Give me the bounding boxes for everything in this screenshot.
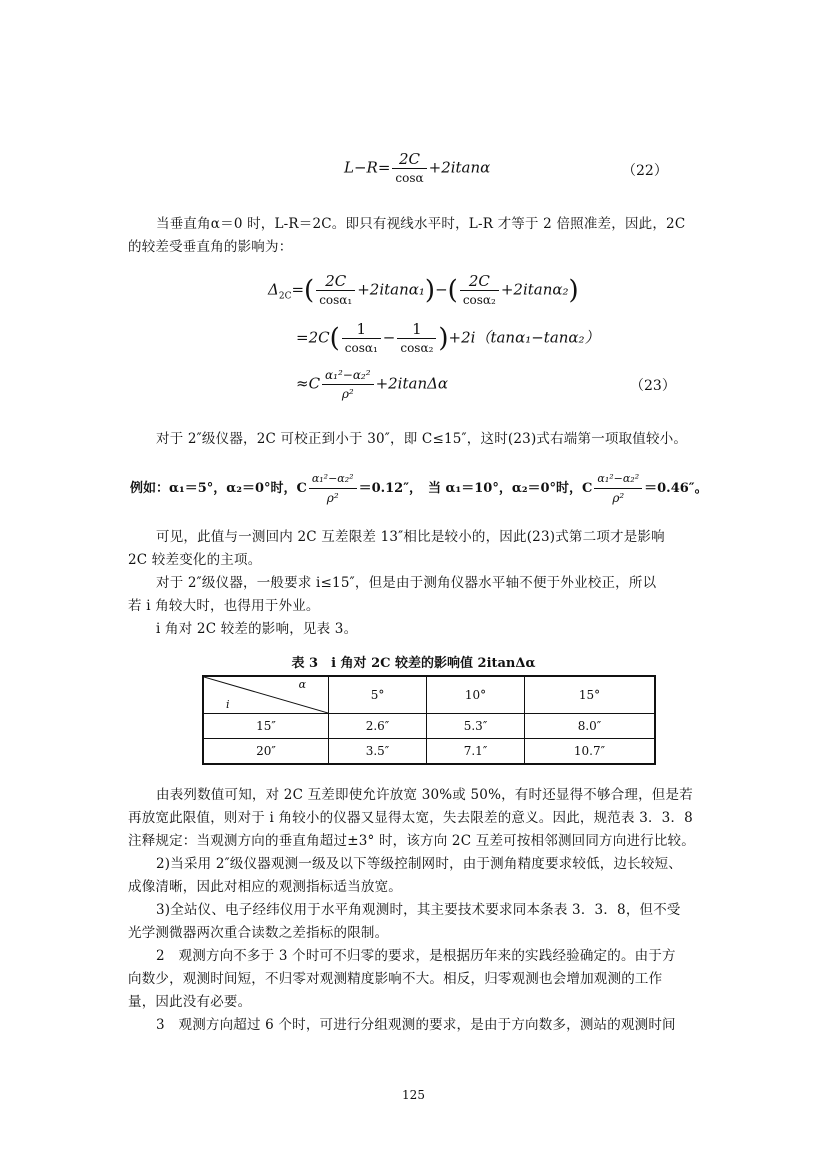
col-header: 10° xyxy=(427,676,525,714)
eq23-l1-den1: cosα₁ xyxy=(319,293,353,307)
body-line: 由表列数值可知，对 2C 互差即使允许放宽 30%或 50%，有时还显得不够合理，但是若 xyxy=(156,787,693,803)
eq23-l1-minus: − xyxy=(435,280,448,299)
eq23-l1-term1: +2itanα₁ xyxy=(357,280,425,299)
example-left-num: α₁²−α₂² xyxy=(309,470,357,489)
table-row xyxy=(203,739,655,765)
eq23-l2-pre: =2C xyxy=(296,328,330,347)
eq23-line1 xyxy=(268,272,579,309)
table-cell: 2.6″ xyxy=(329,714,427,739)
eq23-l3-post: +2itanΔα xyxy=(375,374,449,393)
corner-label-alpha: α xyxy=(298,678,306,691)
table-corner-cell xyxy=(203,676,329,714)
paren-open-3: ( xyxy=(329,323,340,354)
table-cell: 5.3″ xyxy=(427,714,525,739)
body-line: 光学测微器两次重合读数之差指标的限制。 xyxy=(128,925,389,941)
equation-22 xyxy=(344,150,490,187)
table-cell: 10.7″ xyxy=(525,739,655,765)
corner-label-i: i xyxy=(226,698,230,711)
row-header: 20″ xyxy=(203,739,329,765)
eq23-l3-den: ρ² xyxy=(341,387,354,401)
paragraph-1 xyxy=(128,213,700,259)
diagonal-line xyxy=(204,677,328,713)
corner-diagonal xyxy=(204,677,328,713)
eq22-num: 2C xyxy=(392,150,426,169)
col-header: 15° xyxy=(525,676,655,714)
row-header: 15″ xyxy=(203,714,329,739)
eq22-rhs: +2itanα xyxy=(428,158,491,177)
para3-line1: 可见，此值与一测回内 2C 互差限差 13″相比是较小的，因此(23)式第二项才是影响 xyxy=(156,529,665,545)
example-right-frac xyxy=(594,470,642,507)
para3-line2: 2C 较差变化的主项。 xyxy=(128,552,262,568)
eq23-l2-frac2 xyxy=(397,320,436,357)
eq22-lhs: L−R= xyxy=(344,158,391,177)
paragraph-2 xyxy=(128,428,718,451)
example-right-val: ＝0.46″。 xyxy=(644,481,708,496)
eq23-l2-post: +2i（tanα₁−tanα₂） xyxy=(448,328,600,347)
paren-close: ) xyxy=(424,275,436,306)
paren-open-2: ( xyxy=(447,275,458,306)
body-line: 2 观测方向不多于 3 个时可不归零的要求，是根据历年来的实践经验确定的。由于方 xyxy=(156,948,676,964)
body-line: 量，因此没有必要。 xyxy=(128,994,252,1010)
paren-close-3: ) xyxy=(438,323,449,354)
eq23-delta-sub: 2C xyxy=(278,291,292,302)
eq23-l2-den1: cosα₁ xyxy=(344,341,378,355)
col-header: 5° xyxy=(329,676,427,714)
table-cell: 8.0″ xyxy=(525,714,655,739)
paragraph-4 xyxy=(128,572,700,618)
body-line: 2)当采用 2″级仪器观测一级及以下等级控制网时，由于测角精度要求较低，边长较短、 xyxy=(156,856,682,872)
eq23-l2-frac1 xyxy=(342,320,381,357)
example-right xyxy=(428,470,708,507)
eq23-number: （23） xyxy=(630,378,676,394)
eq23-l3-num: α₁²−α₂² xyxy=(322,366,374,385)
eq22-den: cosα xyxy=(395,171,424,185)
eq22-fraction xyxy=(392,150,426,187)
paragraph-5 xyxy=(128,618,700,641)
page-number: 125 xyxy=(402,1088,425,1102)
example-left xyxy=(130,470,422,507)
eq23-l1-num1: 2C xyxy=(316,272,355,291)
eq22-number: （22） xyxy=(622,163,668,179)
data-table xyxy=(202,675,656,765)
example-left-pre: 例如：α₁＝5°，α₂＝0°时，C xyxy=(130,481,307,496)
example-left-den: ρ² xyxy=(326,491,339,505)
body-line: 向数少，观测时间短，不归零对观测精度影响不大。相反，归零观测也会增加观测的工作 xyxy=(128,971,663,987)
eq23-l1-term2: +2itanα₂ xyxy=(500,280,569,299)
table-cell: 3.5″ xyxy=(329,739,427,765)
eq23-eq-sign: = xyxy=(291,280,305,299)
para4-line1: 对于 2″级仪器，一般要求 i≤15″，但是由于测角仪器水平轴不便于外业校正，所以 xyxy=(156,575,657,591)
example-left-val: ＝0.12″， xyxy=(358,481,423,496)
example-right-pre: 当 α₁＝10°，α₂＝0°时，C xyxy=(428,481,593,496)
table-cell: 7.1″ xyxy=(427,739,525,765)
table-row xyxy=(203,714,655,739)
para4-line2: 若 i 角较大时，也得用于外业。 xyxy=(128,598,320,614)
example-left-frac xyxy=(309,470,357,507)
example-right-den: ρ² xyxy=(612,491,625,505)
eq23-l2-num1: 1 xyxy=(342,320,381,339)
eq23-delta: Δ xyxy=(268,280,279,299)
para1-line1: 当垂直角α＝0 时，L-R＝2C。即只有视线水平时，L-R 才等于 2 倍照准差，因此，2C xyxy=(156,216,686,232)
body-line: 3)全站仪、电子经纬仪用于水平角观测时，其主要技术要求同本条表 3．3．8，但不受 xyxy=(156,902,681,918)
para5-line1: i 角对 2C 较差的影响，见表 3。 xyxy=(156,621,358,637)
eq23-l2-den2: cosα₂ xyxy=(400,341,434,355)
table-header-row xyxy=(203,676,655,714)
body-line: 成像清晰，因此对相应的观测指标适当放宽。 xyxy=(128,879,402,895)
paragraph-3 xyxy=(128,526,700,572)
para2-line1: 对于 2″级仪器，2C 可校正到小于 30″，即 C≤15″，这时(23)式右端第一项取值较小。 xyxy=(156,431,688,447)
body-line: 注释规定：当观测方向的垂直角超过±3° 时，该方向 2C 互差可按相邻测回同方向进行比较。 xyxy=(128,833,695,849)
body-text xyxy=(128,784,708,1037)
para1-line2: 的较差受垂直角的影响为： xyxy=(128,239,293,255)
eq23-l1-frac2 xyxy=(460,272,499,309)
eq23-line2 xyxy=(296,320,600,357)
eq23-l1-frac1 xyxy=(316,272,355,309)
eq23-line3 xyxy=(296,366,448,403)
eq23-l2-minus: − xyxy=(382,328,396,347)
paren-close-2: ) xyxy=(568,275,579,306)
eq23-l2-num2: 1 xyxy=(397,320,436,339)
body-line: 再放宽此限值，则对于 i 角较小的仪器又显得太宽，失去限差的意义。因此，规范表 3．3．8 xyxy=(128,810,693,826)
eq23-l1-den2: cosα₂ xyxy=(462,293,496,307)
table-caption: 表 3 i 角对 2C 较差的影响值 2itanΔα xyxy=(291,656,536,671)
eq23-l3-frac xyxy=(322,366,374,403)
example-right-num: α₁²−α₂² xyxy=(594,470,642,489)
paren-open: ( xyxy=(304,275,315,306)
eq23-l3-pre: ≈C xyxy=(296,374,321,393)
eq23-l1-num2: 2C xyxy=(460,272,499,291)
body-line: 3 观测方向超过 6 个时，可进行分组观测的要求，是由于方向数多，测站的观测时间 xyxy=(156,1017,676,1033)
